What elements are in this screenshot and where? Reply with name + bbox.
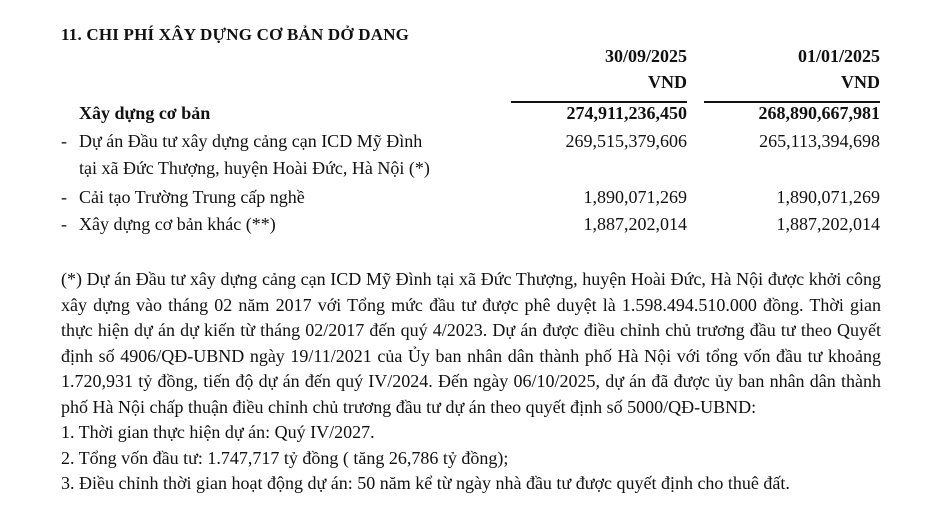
column-2-date: 01/01/2025 [797,46,880,66]
item-2-dash: - [61,187,67,207]
item-1-label-line1 [61,131,422,152]
footnote-list-item-1: 1. Thời gian thực hiện dự án: Quý IV/2027. [61,422,375,442]
item-2-value-col1: 1,890,071,269 [583,187,687,207]
item-2-label-text: Cải tạo Trường Trung cấp nghề [79,187,305,207]
item-3-value-col2: 1,887,202,014 [776,214,880,234]
column-2-unit: VND [841,72,880,92]
column-1-unit: VND [648,72,687,92]
footnote-list-item-3: 3. Điều chỉnh thời gian hoạt động dự án: 50 năm kể từ ngày nhà đầu tư được quyết định cho thuê đất. [61,473,790,493]
total-value-col1: 274,911,236,450 [566,103,687,123]
item-1-label-line2 [61,158,430,179]
item-2-value-col2: 1,890,071,269 [776,187,880,207]
total-value-col2: 268,890,667,981 [758,103,880,123]
item-3-label [61,214,276,235]
total-label-text: Xây dựng cơ bản [79,103,211,123]
item-1-value-col2: 265,113,394,698 [759,131,880,151]
item-3-label-text: Xây dựng cơ bản khác (**) [79,214,276,234]
column-1-date: 30/09/2025 [604,46,687,66]
footnote-paragraph: (*) Dự án Đầu tư xây dựng cảng cạn ICD Mỹ Đình tại xã Đức Thượng, huyện Hoài Đức, Hà Nội được khởi công xây dựng vào tháng 02 năm 2017 với Tổng mức đầu tư được phê duyệt là 1.598.494.510.000 đồng. Thời gian thực hiện dự án dự kiến từ tháng 02/2017 đến quý 4/2023. Dự án được điều chỉnh chủ trương đầu tư theo Quyết định số 4906/QĐ-UBND ngày 19/11/2021 của Ủy ban nhân dân thành phố Hà Nội với tổng vốn đầu tư khoảng 1.720,931 tỷ đồng, tiến độ dự án đến quý IV/2024. Đến ngày 06/10/2025, dự án đã được ủy ban nhân dân thành phố Hà Nội chấp thuận điều chỉnh chủ trương đầu tư dự án theo quyết định số 5000/QĐ-UBND: [61,269,881,417]
item-1-label-text-2: tại xã Đức Thượng, huyện Hoài Đức, Hà Nội (*) [79,158,430,178]
section-title: 11. CHI PHÍ XÂY DỰNG CƠ BẢN DỞ DANG [61,25,410,44]
footnote [61,267,881,497]
item-3-dash: - [61,214,67,234]
item-3-value-col1: 1,887,202,014 [583,214,687,234]
item-1-label-text: Dự án Đầu tư xây dựng cảng cạn ICD Mỹ Đình [79,131,423,151]
item-1-dash: - [61,131,67,151]
item-2-label [61,187,305,208]
footnote-list-item-2: 2. Tổng vốn đầu tư: 1.747,717 tỷ đồng ( tăng 26,786 tỷ đồng); [61,447,509,468]
total-row-label [61,103,210,124]
item-1-value-col1: 269,515,379,606 [565,131,687,151]
